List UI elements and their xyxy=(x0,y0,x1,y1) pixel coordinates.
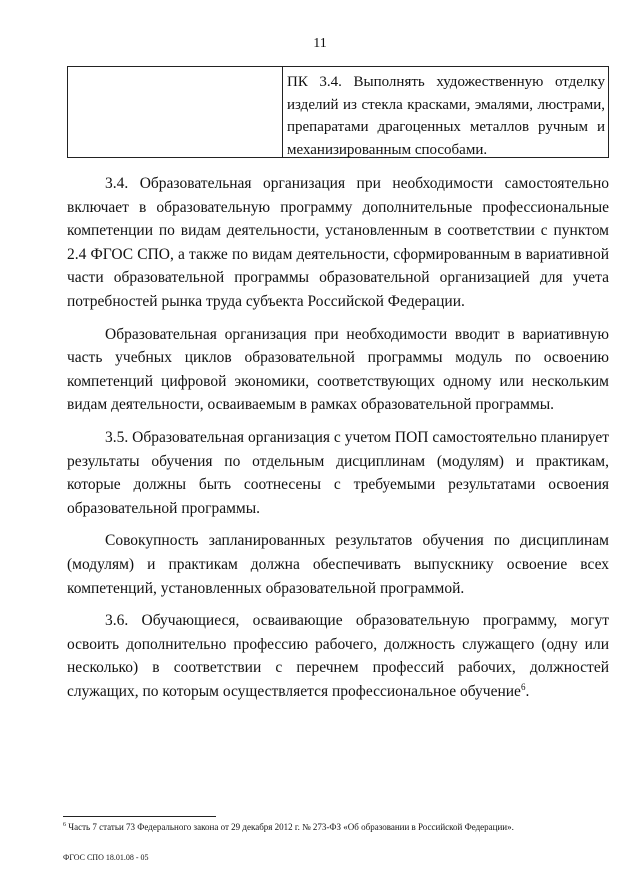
competency-table xyxy=(67,66,609,158)
table-cell-empty xyxy=(68,67,283,157)
paragraph-3-4: 3.4. Образовательная организация при необходимости самостоятельно включает в образовательную программу дополнительные профессиональные компетенции по видам деятельности, установленным в соответствии с пунктом 2.4 ФГОС СПО, а также по видам деятельности, сформированным в вариативной части образовательной программы образовательной организацией для учета потребностей рынка труда субъекта Российской Федерации. xyxy=(67,175,609,310)
paragraph-3-5: 3.5. Образовательная организация с учетом ПОП самостоятельно планирует результаты обучения по отдельным дисциплинам (модулям) и практикам, которые должны быть соотнесены с требуемыми результатами освоения образовательной программы. xyxy=(67,428,609,517)
paragraph-digital-economy: Образовательная организация при необходимости вводит в вариативную часть учебных циклов образовательной программы модуль по освоению компетенций цифровой экономики, соответствующих одному или нескольким видам деятельности, осваиваемым в рамках образовательной программы. xyxy=(67,325,609,414)
paragraph-3-6-end: . xyxy=(525,682,530,700)
paragraph-3-6-text: 3.6. Обучающиеся, осваивающие образовательную программу, могут освоить дополнительно профессию рабочего, должность служащего (одну или несколько) в соответствии с перечнем профессий рабочих, должностей служащих, по которым осуществляется профессиональное обучение xyxy=(67,612,609,700)
page-number: 11 xyxy=(313,36,327,51)
footnote xyxy=(63,822,623,832)
footnote-reference: 6 xyxy=(520,681,526,692)
footnote-marker: 6 xyxy=(63,822,66,828)
table-cell-competency: ПК 3.4. Выполнять художественную отделку изделий из стекла красками, эмалями, люстрами, препаратами драгоценных металлов ручным и механизированным способами. xyxy=(287,74,605,158)
paragraph-learning-results: Совокупность запланированных результатов обучения по дисциплинам (модулям) и практикам должна обеспечивать выпускнику освоение всех компетенций, установленных образовательной программой. xyxy=(67,532,609,597)
document-body xyxy=(67,172,609,712)
footnote-text: Часть 7 статьи 73 Федерального закона от 29 декабря 2012 г. № 273-ФЗ «Об образовании в Российской Федерации». xyxy=(66,822,514,832)
paragraph-3-6 xyxy=(67,609,609,703)
document-code: ФГОС СПО 18.01.08 - 05 xyxy=(63,853,149,862)
footnote-divider xyxy=(63,816,216,817)
